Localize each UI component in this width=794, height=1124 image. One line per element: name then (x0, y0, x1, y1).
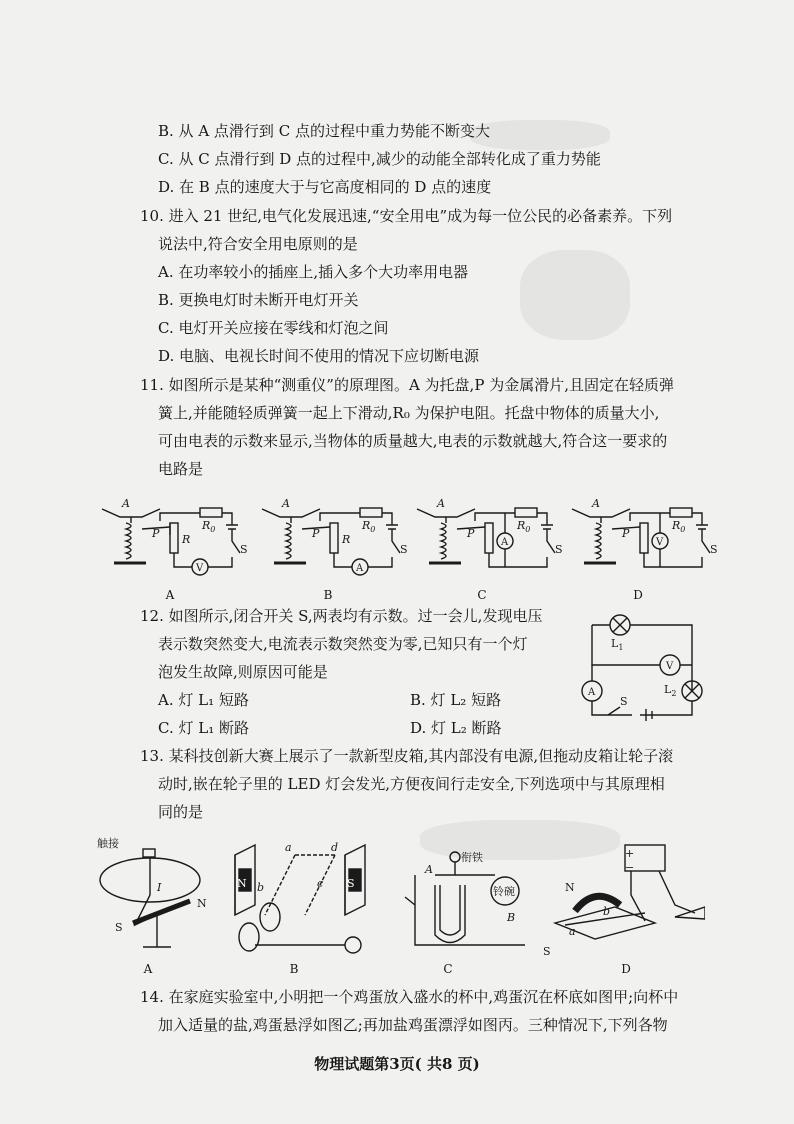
q11-label-r0-main: R (517, 519, 526, 532)
q11-label-r0-main: R (362, 519, 371, 532)
q13-stem-line: 同的是 (158, 803, 204, 821)
q11-circuit-b (262, 508, 400, 575)
q11-caption-d: D (633, 588, 643, 602)
q11-label-tray: A (282, 497, 290, 510)
q11-label-r0 (201, 519, 215, 534)
q12-label-ammeter: A (588, 687, 596, 698)
q11-label-switch: S (400, 543, 408, 556)
q11-label-r0-main: R (202, 519, 211, 532)
q13-c-armature: 衔铁 (461, 851, 483, 864)
q11-stem-line: 电路是 (158, 460, 204, 478)
q12-option-d: D. 灯 L₂ 断路 (410, 719, 502, 737)
q13-c-bell: 铃碗 (493, 885, 515, 898)
q12-label-l2-sub: 2 (671, 689, 677, 698)
q14-stem-line: 14. 在家庭实验室中,小明把一个鸡蛋放入盛水的杯中,鸡蛋沉在杯底如图甲;向杯中 (140, 988, 679, 1006)
q11-caption-b: B (323, 588, 333, 602)
q10-option-c: C. 电灯开关应接在零线和灯泡之间 (158, 319, 389, 337)
q12-option-c: C. 灯 L₁ 断路 (158, 719, 249, 737)
q11-stem-line: 11. 如图所示是某种“测重仪”的原理图。A 为托盘,P 为金属滑片,且固定在轻质弹 (140, 376, 674, 394)
q12-option-b: B. 灯 L₂ 短路 (410, 691, 502, 709)
q13-stem-line: 13. 某科技创新大赛上展示了一款新型皮箱,其内部没有电源,但拖动皮箱让轮子滚 (140, 747, 674, 765)
q14-stem-line: 加入适量的盐,鸡蛋悬浮如图乙;再加盐鸡蛋漂浮如图丙。三种情况下,下列各物 (158, 1016, 668, 1034)
q12-stem-line: 12. 如图所示,闭合开关 S,两表均有示数。过一会儿,发现电压 (140, 607, 543, 625)
q12-label-l2-main: L (664, 683, 672, 696)
q13-b-south: S (347, 877, 355, 890)
q13-b-a: a (285, 841, 292, 854)
q13-d-minus: − (625, 861, 635, 874)
q11-label-tray: A (437, 497, 445, 510)
q12-stem-line: 表示数突然变大,电流表示数突然变为零,已知只有一个灯 (158, 635, 528, 653)
q12-label-l1-sub: 1 (618, 643, 624, 652)
q11-label-r0-sub: 0 (210, 525, 216, 534)
q13-caption-d: D (621, 962, 631, 976)
q11-voltmeter-a: V (196, 563, 204, 574)
q12-option-a: A. 灯 L₁ 短路 (158, 691, 249, 709)
q11-label-r0 (361, 519, 375, 534)
q11-caption-a: A (165, 588, 175, 602)
q10-option-d: D. 电脑、电视长时间不使用的情况下应切断电源 (158, 347, 480, 365)
q13-stem-line: 动时,嵌在轮子里的 LED 灯会发光,方便夜间行走安全,下列选项中与其原理相 (158, 775, 665, 793)
q13-caption-b: B (289, 962, 299, 976)
q11-voltmeter-d: V (656, 537, 664, 548)
q11-stem-line: 可由电表的示数来显示,当物体的质量越大,电表的示数就越大,符合这一要求的 (158, 432, 668, 450)
q13-b-c: c (317, 877, 324, 890)
q9-option-b: B. 从 A 点滑行到 C 点的过程中重力势能不断变大 (158, 122, 490, 140)
q13-label-touch: 触接 (97, 837, 119, 850)
q12-label-switch: S (620, 695, 628, 708)
q11-label-slider: P (152, 527, 160, 540)
q11-caption-c: C (477, 588, 487, 602)
q13-d-b: b (603, 905, 611, 918)
q13-d-plus: + (625, 847, 635, 860)
q11-label-r0-sub: 0 (525, 525, 531, 534)
q11-label-switch: S (240, 543, 248, 556)
q12-label-voltmeter: V (666, 661, 674, 672)
q13-b-b: b (257, 881, 265, 894)
q13-c-b: B (507, 911, 516, 924)
q11-circuit-a (102, 508, 240, 575)
q9-option-c: C. 从 C 点滑行到 D 点的过程中,减少的动能全部转化成了重力势能 (158, 150, 601, 168)
q11-circuit-c (417, 508, 555, 567)
q11-label-slider: P (622, 527, 630, 540)
q10-option-a: A. 在功率较小的插座上,插入多个大功率用电器 (158, 263, 469, 281)
q11-label-slider: P (312, 527, 320, 540)
q11-label-slider: P (467, 527, 475, 540)
q10-option-b: B. 更换电灯时未断开电灯开关 (158, 291, 359, 309)
q13-a-north: N (197, 897, 207, 910)
q11-ammeter-b: A (356, 563, 364, 574)
q11-label-r0-sub: 0 (680, 525, 686, 534)
q13-figure-c (405, 852, 525, 945)
q11-label-r0 (516, 519, 530, 534)
q13-d-a: a (569, 925, 576, 938)
q12-label-l2 (664, 683, 676, 698)
q12-label-l1-main: L (611, 637, 619, 650)
q13-d-south: S (543, 945, 551, 958)
q13-c-a: A (425, 863, 433, 876)
q13-experiment-figures (95, 835, 705, 965)
q12-label-l1 (611, 637, 623, 652)
q12-circuit-figure (580, 605, 710, 725)
q11-label-r0-sub: 0 (370, 525, 376, 534)
q13-a-current: I (157, 881, 162, 894)
q11-circuit-d (572, 508, 710, 567)
q11-ammeter-c: A (501, 537, 509, 548)
q11-label-tray: A (592, 497, 600, 510)
q13-caption-a: A (143, 962, 153, 976)
q11-label-tray: A (122, 497, 130, 510)
q10-stem-line: 10. 进入 21 世纪,电气化发展迅速,“安全用电”成为每一位公民的必备素养。下列 (140, 207, 673, 225)
q13-d-north: N (565, 881, 575, 894)
q12-stem-line: 泡发生故障,则原因可能是 (158, 663, 328, 681)
q13-b-north: N (237, 877, 247, 890)
q13-figure-b (235, 845, 365, 953)
q11-label-switch: S (555, 543, 563, 556)
q11-label-resistor: R (182, 533, 191, 546)
q11-label-resistor: R (342, 533, 351, 546)
q9-option-d: D. 在 B 点的速度大于与它高度相同的 D 点的速度 (158, 178, 492, 196)
page-footer: 物理试题第3页( 共8 页) (314, 1055, 480, 1073)
q11-stem-line: 簧上,并能随轻质弹簧一起上下滑动,R₀ 为保护电阻。托盘中物体的质量大小, (158, 404, 660, 422)
q13-a-south: S (115, 921, 123, 934)
q10-stem-line: 说法中,符合安全用电原则的是 (158, 235, 358, 253)
q13-caption-c: C (443, 962, 453, 976)
q11-label-r0-main: R (672, 519, 681, 532)
q13-b-d: d (331, 841, 339, 854)
q11-label-switch: S (710, 543, 718, 556)
q11-label-r0 (671, 519, 685, 534)
q11-circuit-figures (100, 495, 720, 585)
